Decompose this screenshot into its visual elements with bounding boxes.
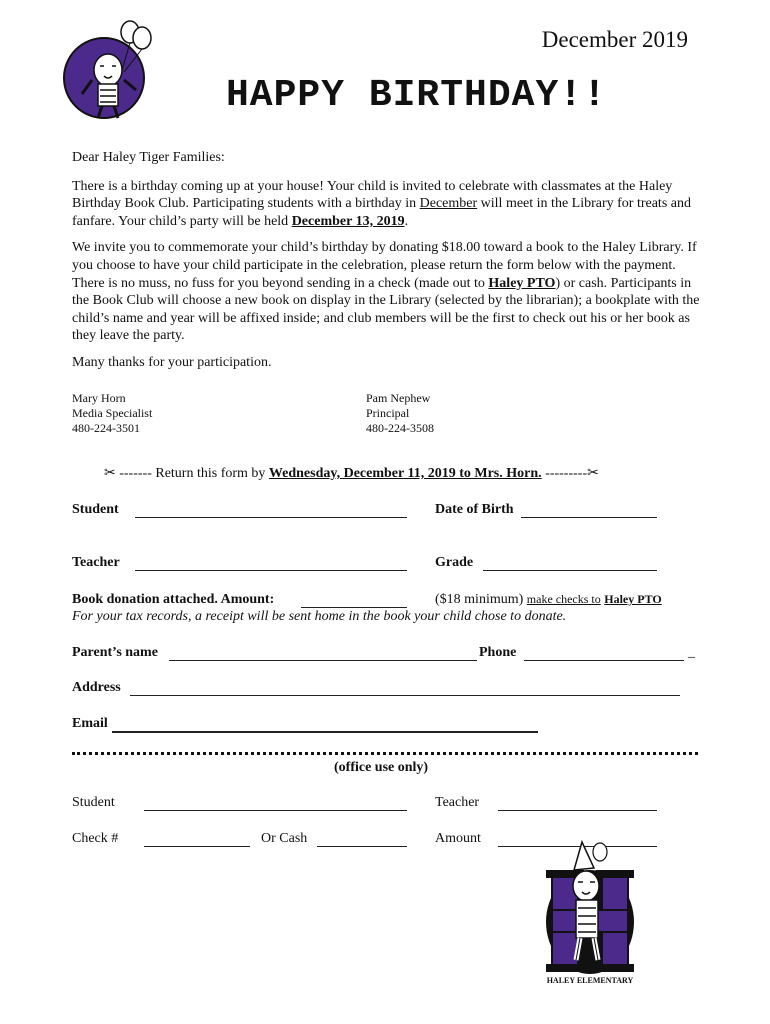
- paragraph-invitation: There is a birthday coming up at your house! Your child is invited to celebrate with classmates at the Haley Birthday Book Club. Participating students with a birthday in December will meet in the Library for treats and fanfare. Your child’s party will be held December 13, 2019.: [72, 178, 691, 229]
- dob-label: Date of Birth: [435, 502, 514, 517]
- cash-label: Or Cash: [261, 831, 308, 846]
- teacher-field[interactable]: [135, 558, 407, 571]
- party-date: December 13, 2019: [291, 213, 405, 229]
- donation-label: Book donation attached. Amount:: [72, 592, 275, 607]
- haley-h-logo: [538, 840, 642, 986]
- return-form-line: ✂ ------- Return this form by Wednesday, December 11, 2019 to Mrs. Horn. ---------✂: [104, 466, 599, 481]
- bottom-logo-text: HALEY ELEMENTARY: [546, 976, 634, 985]
- office-use-heading: (office use only): [334, 760, 429, 775]
- tax-note: For your tax records, a receipt will be sent home in the book your child chose to donate.: [72, 609, 567, 624]
- phone-field[interactable]: [524, 648, 684, 661]
- signature-pam-nephew: Pam Nephew Principal 480-224-3508: [366, 391, 434, 435]
- phone-label: Phone: [479, 645, 517, 660]
- divider: [72, 752, 698, 755]
- address-field[interactable]: [130, 683, 680, 696]
- parent-name-label: Parent’s name: [72, 645, 158, 660]
- email-label: Email: [72, 716, 108, 731]
- grade-field[interactable]: [483, 558, 657, 571]
- email-field[interactable]: [112, 719, 538, 733]
- teacher-label: Teacher: [72, 555, 120, 570]
- signature-mary-horn: Mary Horn Media Specialist 480-224-3501: [72, 391, 153, 435]
- donation-note: ($18 minimum) make checks to Haley PTO: [435, 592, 662, 607]
- office-student-label: Student: [72, 795, 115, 810]
- office-teacher-label: Teacher: [435, 795, 480, 810]
- parent-name-field[interactable]: [169, 648, 477, 661]
- office-teacher-field[interactable]: [498, 798, 657, 811]
- student-field[interactable]: [135, 505, 407, 518]
- donation-amount-field[interactable]: [301, 595, 407, 608]
- phone-tail: _: [688, 645, 695, 660]
- greeting: Dear Haley Tiger Families:: [72, 150, 225, 165]
- page-title: HAPPY BIRTHDAY!!: [226, 74, 607, 117]
- payee-name-form: Haley PTO: [604, 592, 662, 606]
- haley-elementary-logo: [52, 14, 164, 122]
- check-number-field[interactable]: [144, 834, 250, 847]
- paragraph-donation: We invite you to commemorate your child’s birthday by donating $18.00 toward a book to the Haley Library. If you choose to have your child participate in the celebration, please return the form below with the payment. There is no muss, no fuss for you beyond sending in a check (made out to Haley PTO) or cash. Participants in the Book Club will choose a new book on display in the Library (selected by the librarian); a bookplate with the child’s name and year will be affixed inside; and club members will be the first to check out his or her book as they leave the party.: [72, 240, 700, 344]
- scissors-icon: ✂: [104, 466, 116, 481]
- student-label: Student: [72, 502, 119, 517]
- return-deadline: Wednesday, December 11, 2019 to Mrs. Horn.: [268, 466, 542, 481]
- scissors-icon: ✂: [587, 466, 599, 481]
- grade-label: Grade: [435, 555, 474, 570]
- address-label: Address: [72, 680, 121, 695]
- birthday-month: December: [419, 196, 478, 212]
- check-number-label: Check #: [72, 831, 119, 846]
- cash-field[interactable]: [317, 834, 407, 847]
- date-heading: December 2019: [541, 27, 688, 52]
- office-student-field[interactable]: [144, 798, 407, 811]
- payee-name: Haley PTO: [488, 275, 556, 291]
- amount-label: Amount: [435, 831, 481, 846]
- thanks-line: Many thanks for your participation.: [72, 354, 272, 370]
- dob-field[interactable]: [521, 505, 657, 518]
